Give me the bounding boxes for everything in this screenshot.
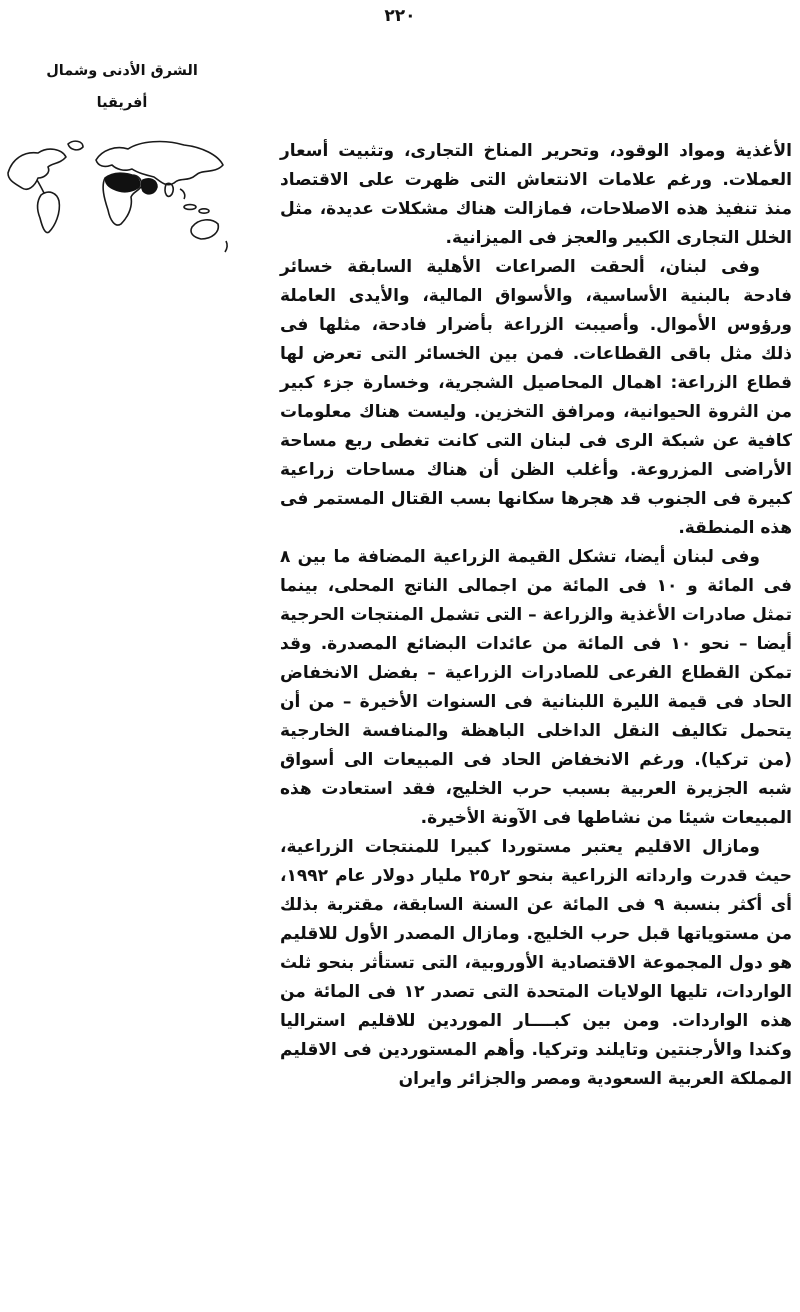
region-heading: [32, 55, 212, 119]
world-map-icon: [4, 133, 240, 269]
body-text: [280, 137, 792, 1094]
region-label-block: [4, 55, 248, 269]
paragraph-1: الأغذية ومواد الوقود، وتحرير المناخ التجارى، وتثبيت أسعار العملات. ورغم علامات الانتعاش التى ظهرت على الاقتصاد منذ تنفيذ هذه الاصلاحات، فمازالت هناك مشكلات عديدة، مثل الخلل التجارى الكبير والعجز فى الميزانية.: [280, 141, 792, 248]
paragraph-4: ومازال الاقليم يعتبر مستوردا كبيرا للمنتجات الزراعية، حيث قدرت وارداته الزراعية بنحو ٢ر٢٥ مليار دولار عام ١٩٩٢، أى أكثر بنسبة ٩ فى المائة عن السنة السابقة، مقتربة بذلك من مستوياتها قبل حرب الخليج. ومازال المصدر الأول للاقليم هو دول المجموعة الاقتصادية الأوروبية، التى تستأثر بنحو ثلث الواردات، تليها الولايات المتحدة التى تصدر ١٢ فى المائة من هذه الواردات. ومن بين كبــــار الموردين للاقليم استراليا وكندا والأرجنتين وتايلند وتركيا. وأهم المستوردين فى الاقليم المملكة العربية السعودية ومصر والجزائر وايران: [280, 837, 793, 1089]
page-number: ٢٢٠: [384, 6, 416, 26]
paragraph-3: وفى لبنان أيضا، تشكل القيمة الزراعية المضافة ما بين ٨ فى المائة و ١٠ فى المائة من اجمالى الناتج المحلى، بينما تمثل صادرات الأغذية والزراعة – التى تشمل المنتجات الحرجية أيضا – نحو ١٠ فى المائة من عائدات البضائع المصدرة. وقد تمكن القطاع الفرعى للصادرات الزراعية – بفضل الانخفاض الحاد فى قيمة الليرة اللبنانية فى السنوات الأخيرة – من أن يتحمل تكاليف النقل الداخلى الباهظة والمنافسة الخارجية (من تركيا). ورغم الانخفاض الحاد فى المبيعات الى أسواق شبه الجزيرة العربية بسبب حرب الخليج، فقد استعادت هذه المبيعات شيئا من نشاطها فى الآونة الأخيرة.: [280, 547, 792, 828]
region-heading-line1: الشرق الأدنى وشمال: [46, 63, 198, 79]
region-heading-line2: أفريقيا: [96, 95, 148, 111]
paragraph-2: وفى لبنان، ألحقت الصراعات الأهلية السابقة خسائر فادحة بالبنية الأساسية، والأسواق المالية، والأيدى العاملة ورؤوس الأموال. وأصيبت الزراعة بأضرار فادحة، مثلها فى ذلك مثل باقى القطاعات. فمن بين الخسائر التى تعرض لها قطاع الزراعة: اهمال المحاصيل الشجرية، وخسارة جزء كبير من الثروة الحيوانية، ومرافق التخزين. وليست هناك معلومات كافية عن شبكة الرى فى لبنان التى كانت تغطى ربع مساحة الأراضى المزروعة. وأغلب الظن أن هناك مساحات زراعية كبيرة فى الجنوب قد هجرها سكانها بسب القتال المستمر فى هذه المنطقة.: [280, 257, 792, 538]
